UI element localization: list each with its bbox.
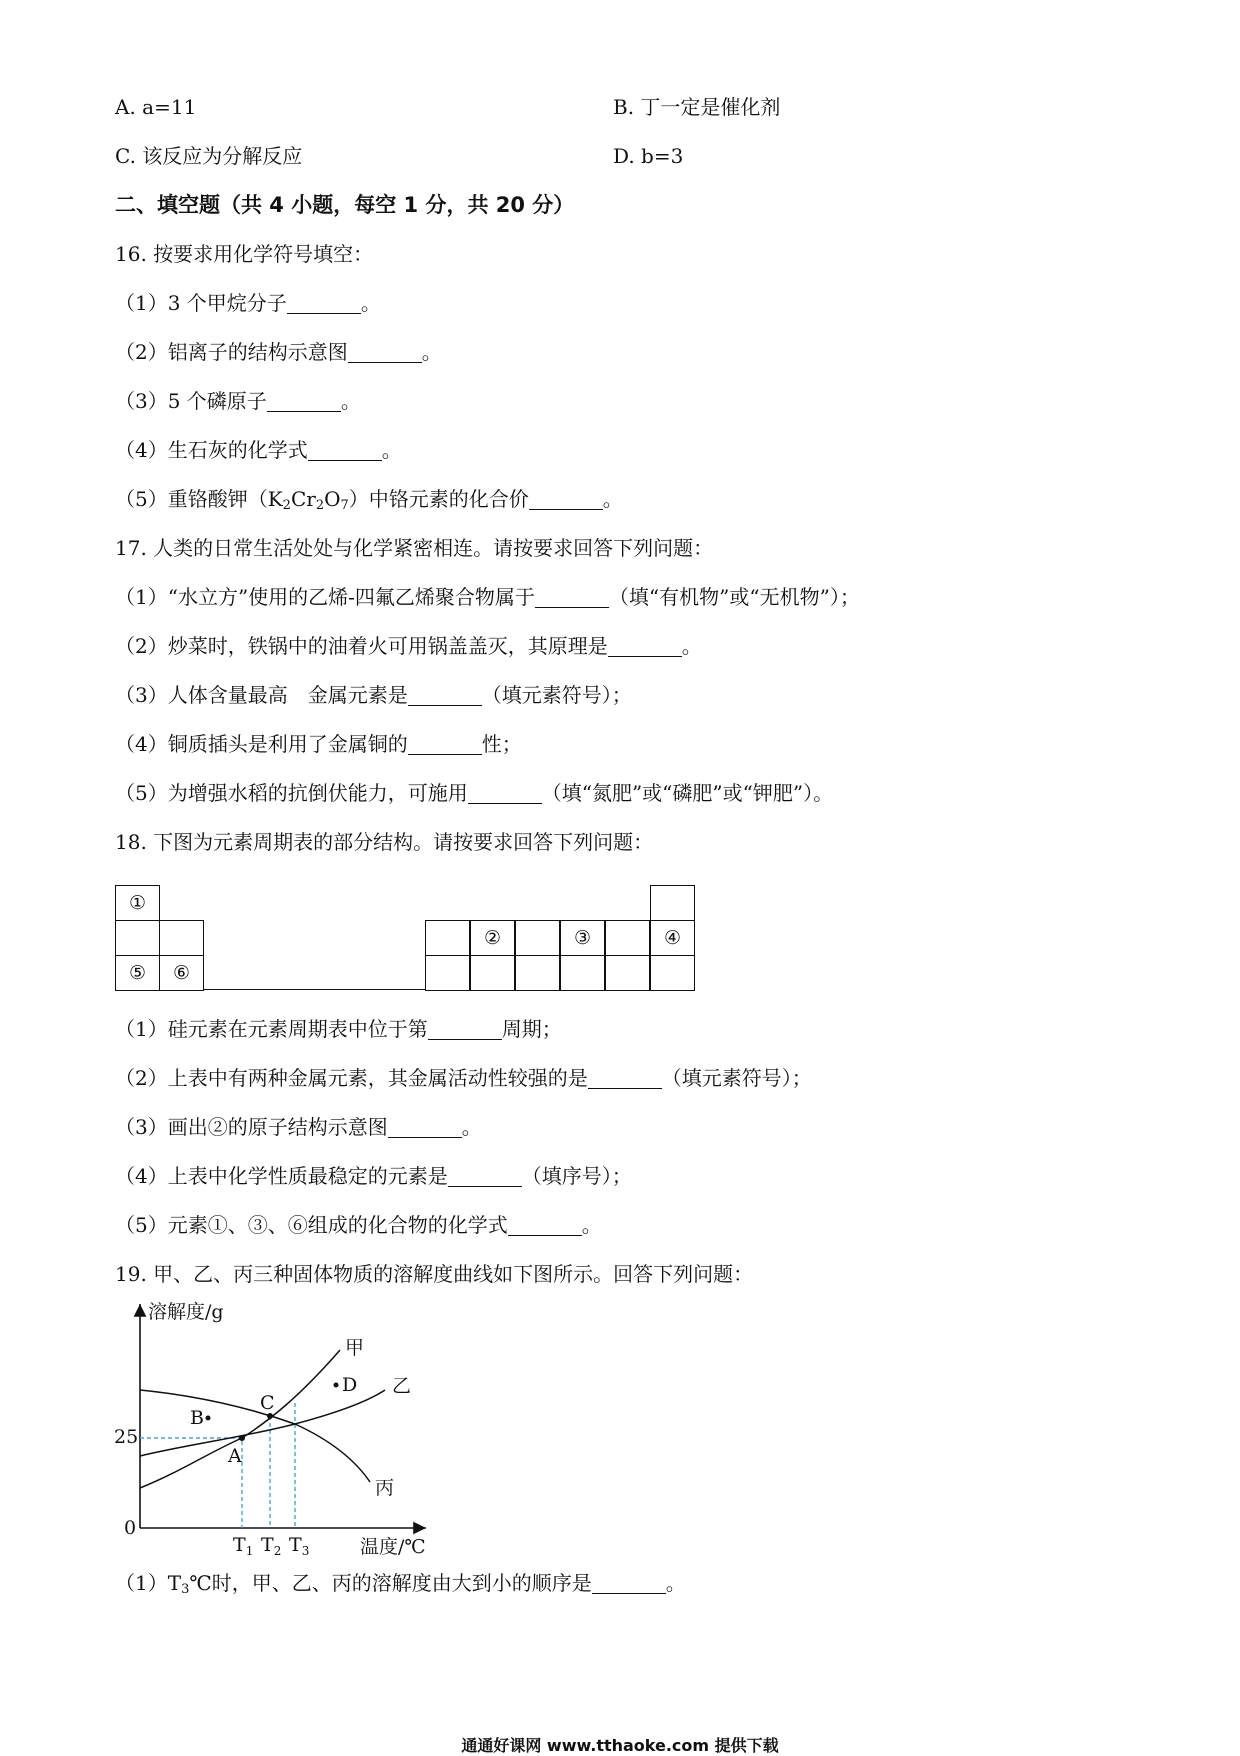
point-d-dot [334,1383,339,1388]
answer-blank[interactable] [408,685,482,706]
q17-item-2-text: （2）炒菜时，铁锅中的油着火可用锅盖盖灭，其原理是 [115,634,608,658]
table-cell-empty [159,920,204,956]
q18-item-1 [115,1019,562,1040]
q17-item-4-end: 性； [481,732,522,756]
answer-blank[interactable] [608,636,682,657]
option-a: A. a=11 [115,95,197,119]
table-cell-6: ⑥ [159,955,204,991]
option-c: C. 该反应为分解反应 [115,144,303,168]
q17-item-1 [115,587,860,608]
subscript: 2 [315,498,325,513]
q19-item-1-end: 。 [665,1571,686,1595]
table-cell-empty [425,920,470,956]
q16-item-3-end: 。 [340,389,361,413]
q16-item-4 [115,440,402,461]
answer-blank[interactable] [468,783,542,804]
table-cell-empty [650,885,695,921]
q18-stem: 18. 下图为元素周期表的部分结构。请按要求回答下列问题： [115,830,654,854]
table-cell-empty [605,955,650,991]
formula-part: O [324,487,341,511]
answer-blank[interactable] [592,1573,666,1594]
answer-blank[interactable] [535,587,609,608]
q18-item-1-text: （1）硅元素在元素周期表中位于第 [115,1017,428,1041]
q17-item-5-text: （5）为增强水稻的抗倒伏能力，可施用 [115,781,468,805]
formula-part: Cr [290,487,316,511]
q18-item-2 [115,1068,812,1089]
x-tick-base: T [233,1534,246,1556]
x-tick-base: T [289,1534,302,1556]
q19-item-1-mid: ℃时，甲、乙、丙的溶解度由大到小的顺序是 [189,1571,592,1595]
origin-label: 0 [124,1517,137,1539]
table-cell-empty [605,920,650,956]
q16-item-2 [115,342,442,363]
q19-item-1 [115,1573,686,1596]
q16-item-1 [115,293,381,314]
solubility-chart [100,1292,460,1562]
subscript: 3 [181,1582,190,1597]
answer-blank[interactable] [267,391,341,412]
q17-item-3-text: （3）人体含量最高 金属元素是 [115,683,408,707]
answer-blank[interactable] [588,1068,662,1089]
q17-item-5-end: （填“氮肥”或“磷肥”或“钾肥”）。 [541,781,834,805]
q18-item-3 [115,1117,482,1138]
q17-item-2-end: 。 [681,634,702,658]
point-d-label: D [342,1374,358,1396]
answer-blank[interactable] [287,293,361,314]
y-axis-label: 溶解度/g [148,1301,224,1323]
series-label-jia: 甲 [345,1337,365,1359]
table-cell-1: ① [115,885,160,921]
q16-stem: 16. 按要求用化学符号填空： [115,242,374,266]
q16-item-4-end: 。 [381,438,402,462]
answer-blank[interactable] [348,342,422,363]
section-heading: 二、填空题（共 4 小题，每空 1 分，共 20 分） [115,193,575,217]
series-label-yi: 乙 [392,1375,412,1397]
subscript: 7 [340,498,349,513]
table-cell-empty [425,955,470,991]
q18-item-3-end: 。 [461,1115,482,1139]
answer-blank[interactable] [448,1166,522,1187]
q18-item-4-end: （填序号）； [521,1164,632,1188]
x-tick-sub: 3 [301,1544,310,1558]
page-footer: 通通好课网 www.tthaoke.com 提供下载 [461,1736,779,1755]
point-b-dot [206,1416,211,1421]
q18-item-2-text: （2）上表中有两种金属元素，其金属活动性较强的是 [115,1066,588,1090]
curve-bing [140,1390,370,1482]
q16-item-2-end: 。 [421,340,442,364]
x-tick-t1 [233,1534,253,1558]
subscript: 2 [282,498,291,513]
series-label-bing: 丙 [375,1477,395,1499]
table-cell-empty [515,920,560,956]
x-axis-label: 温度/℃ [360,1536,426,1558]
q16-item-1-text: （1）3 个甲烷分子 [115,291,287,315]
q18-item-3-text: （3）画出②的原子结构示意图 [115,1115,388,1139]
q17-item-4 [115,734,522,755]
y-tick-25: 25 [114,1426,139,1448]
answer-blank[interactable] [529,489,603,510]
q16-item-4-text: （4）生石灰的化学式 [115,438,308,462]
table-cell-empty [650,955,695,991]
answer-blank[interactable] [388,1117,462,1138]
table-cell-empty [560,955,605,991]
q17-item-1-end: （填“有机物”或“无机物”）； [608,585,860,609]
table-cell-empty [470,955,515,991]
q19-item-1-text: （1）T [115,1571,182,1595]
q16-item-3-text: （3）5 个磷原子 [115,389,267,413]
point-b-label: B [190,1407,204,1429]
option-d: D. b=3 [613,144,684,168]
q17-item-3-end: （填元素符号）； [481,683,632,707]
x-tick-base: T [261,1534,274,1556]
q18-item-5-end: 。 [581,1213,602,1237]
table-cell-2: ② [470,920,515,956]
answer-blank[interactable] [408,734,482,755]
table-cell-3: ③ [560,920,605,956]
q17-item-4-text: （4）铜质插头是利用了金属铜的 [115,732,408,756]
point-a-dot [239,1435,245,1441]
option-b: B. 丁一定是催化剂 [613,95,781,119]
q16-item-5-mid: ）中铬元素的化合价 [348,487,529,511]
x-tick-t2 [261,1534,281,1558]
guide-t1 [140,1438,242,1528]
point-a-label: A [228,1445,242,1467]
table-cell-4: ④ [650,920,695,956]
answer-blank[interactable] [508,1215,582,1236]
curve-jia [140,1350,340,1488]
q16-item-5 [115,489,623,512]
table-cell-5: ⑤ [115,955,160,991]
q16-item-5-text: （5）重铬酸钾（K [115,487,283,511]
q17-item-1-text: （1）“水立方”使用的乙烯-四氟乙烯聚合物属于 [115,585,535,609]
q16-item-2-text: （2）铝离子的结构示意图 [115,340,348,364]
q16-item-1-end: 。 [360,291,381,315]
answer-blank[interactable] [308,440,382,461]
q19-stem: 19. 甲、乙、丙三种固体物质的溶解度曲线如下图所示。回答下列问题： [115,1262,754,1286]
x-tick-sub: 2 [273,1544,282,1558]
x-tick-t3 [289,1534,309,1558]
table-baseline [203,989,425,990]
q17-stem: 17. 人类的日常生活处处与化学紧密相连。请按要求回答下列问题： [115,536,714,560]
q18-item-5-text: （5）元素①、③、⑥组成的化合物的化学式 [115,1213,508,1237]
point-c-label: C [260,1392,275,1414]
q17-item-3 [115,685,632,706]
table-cell-empty [515,955,560,991]
x-tick-sub: 1 [245,1544,254,1558]
q18-item-4 [115,1166,632,1187]
q18-item-1-end: 周期； [501,1017,562,1041]
q18-item-2-end: （填元素符号）； [661,1066,812,1090]
answer-blank[interactable] [428,1019,502,1040]
q17-item-2 [115,636,702,657]
q18-item-5 [115,1215,602,1236]
q16-item-3 [115,391,361,412]
q17-item-5 [115,783,833,804]
table-cell-empty [115,920,160,956]
q18-item-4-text: （4）上表中化学性质最稳定的元素是 [115,1164,448,1188]
q16-item-5-end: 。 [602,487,623,511]
